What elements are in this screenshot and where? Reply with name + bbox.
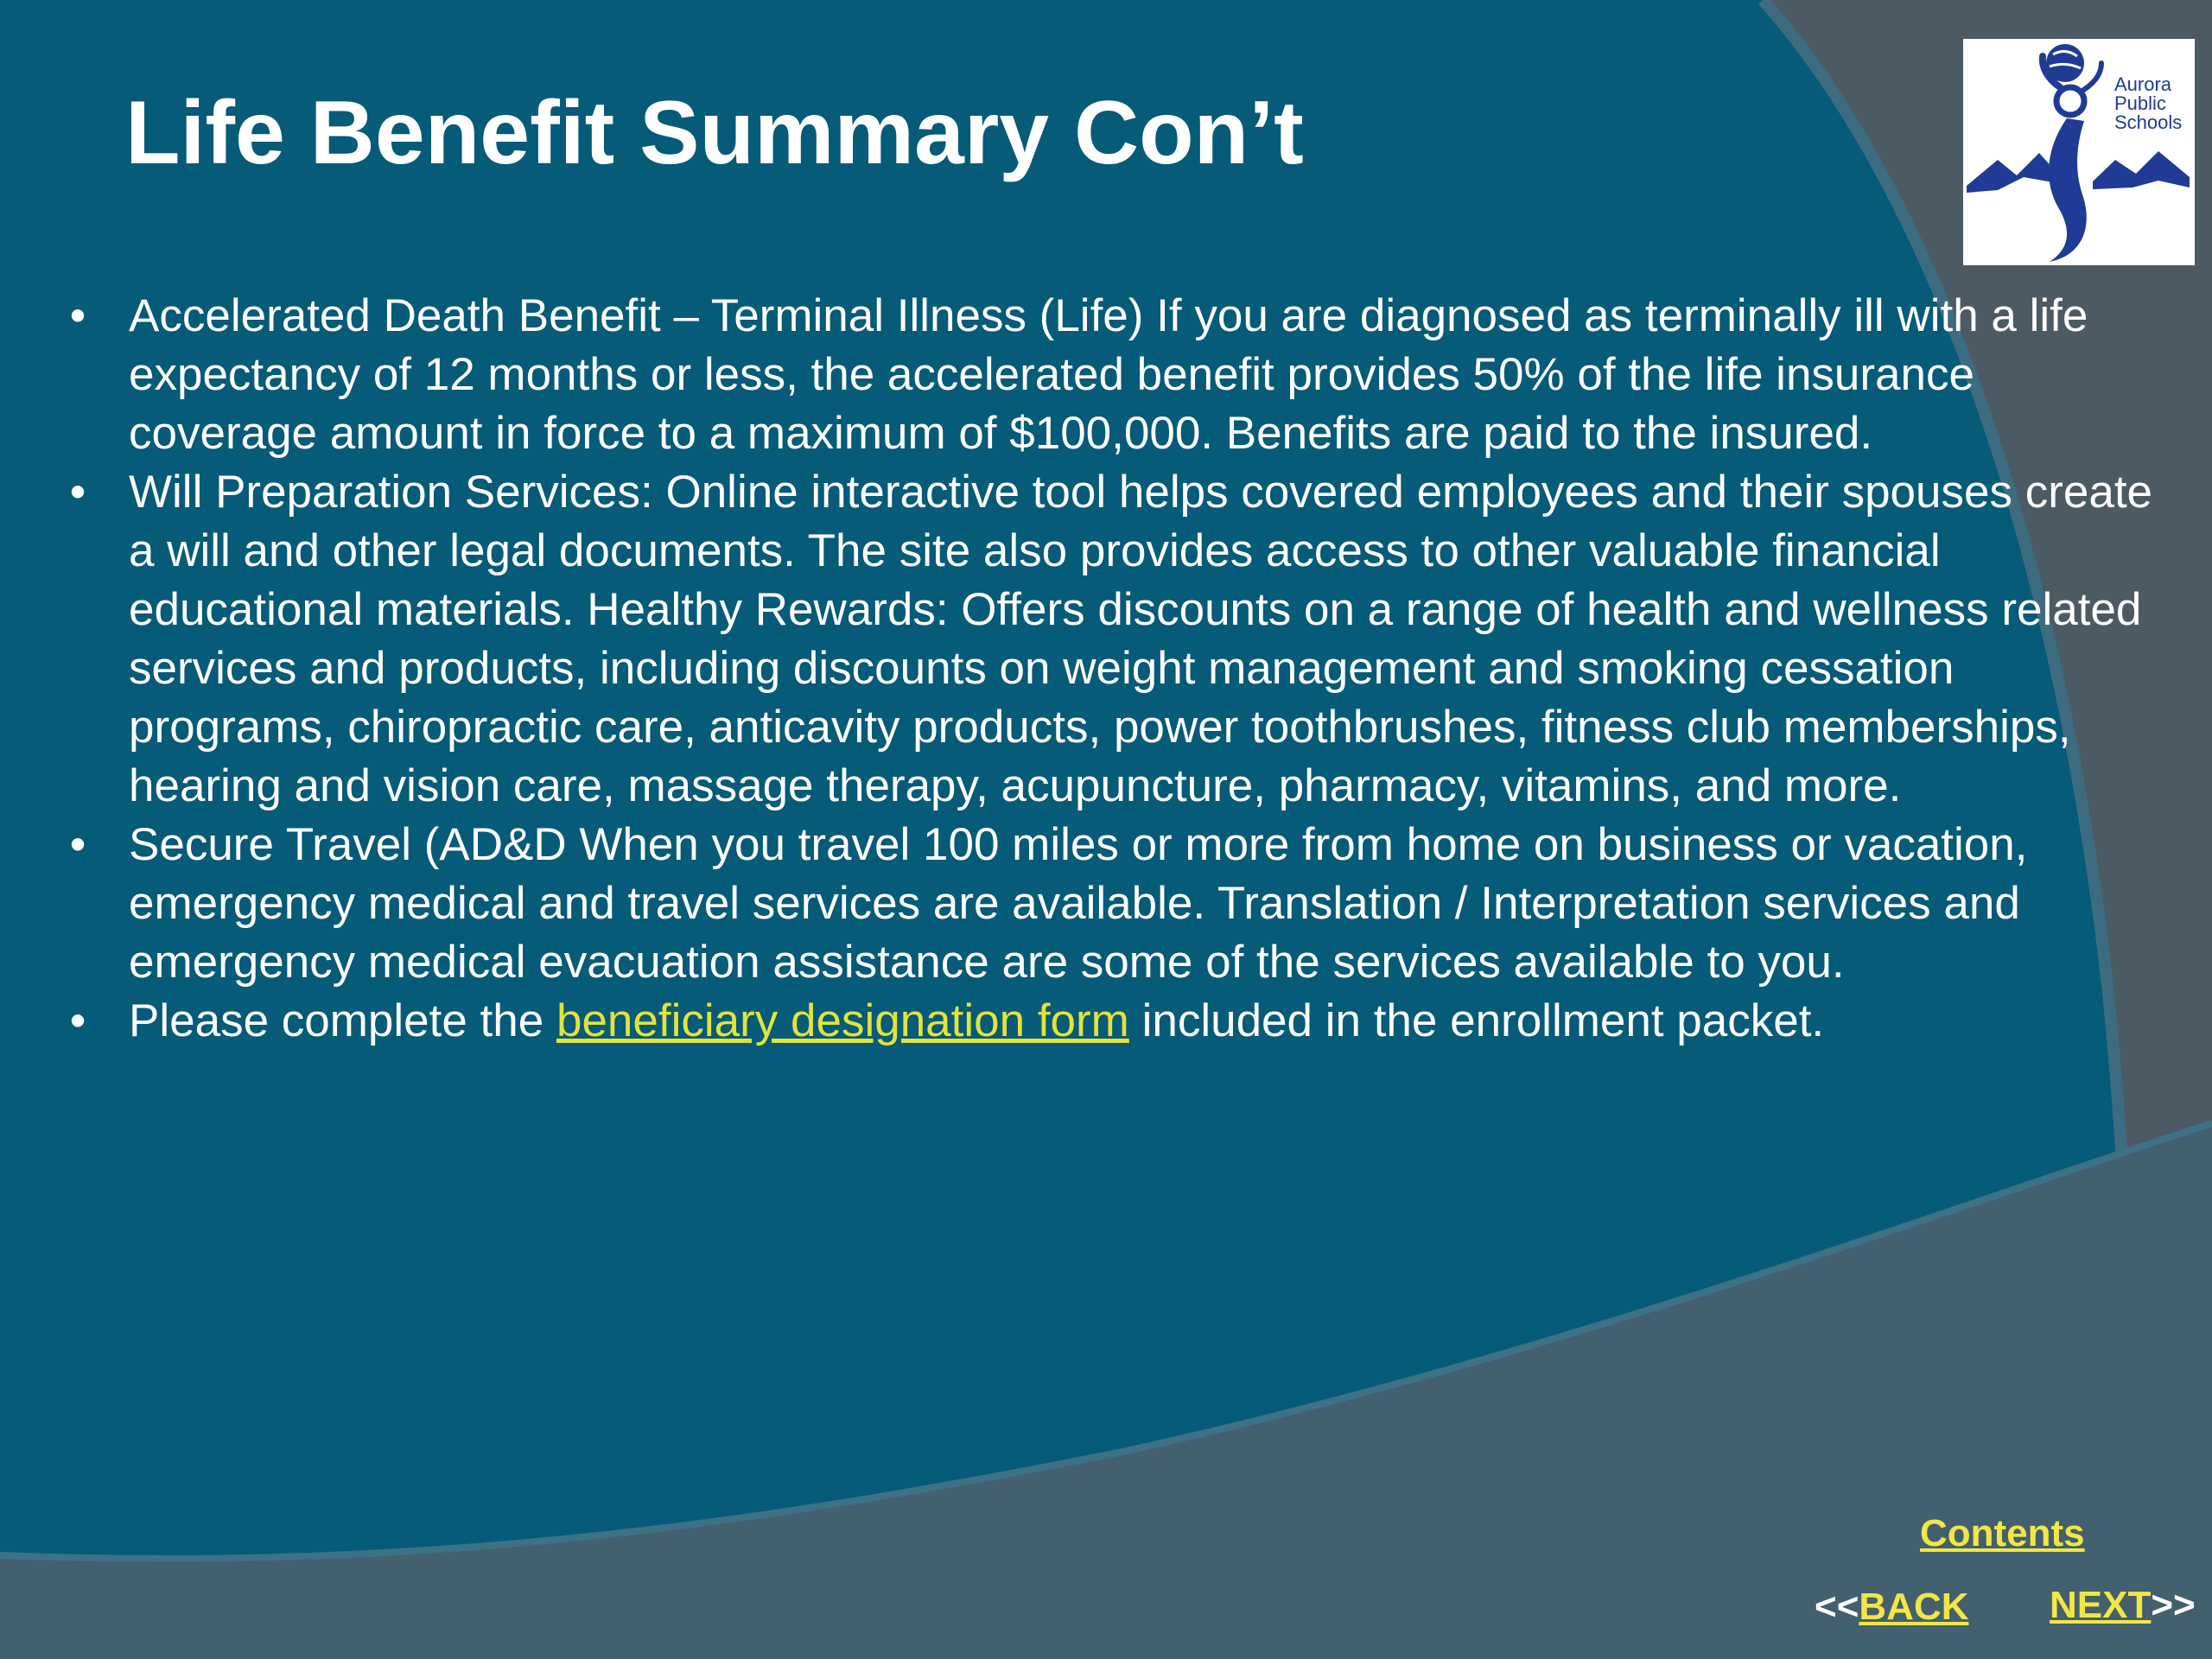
bullet-text: Accelerated Death Benefit – Terminal Illness (Life) If you are diagnosed as terminally ill with a life expectancy of 12 months or less, the accelerated benefit provides 50% of the life insurance coverage amount in force to a maximum of $100,000. Benefits are paid to the insured. [129, 290, 2088, 459]
bullet-icon: • [69, 819, 86, 870]
logo-text-schools: Schools [2114, 111, 2183, 133]
beneficiary-form-link[interactable]: beneficiary designation form [556, 995, 1129, 1046]
next-nav [2050, 1584, 2196, 1627]
bullet-text: Secure Travel (AD&D When you travel 100 miles or more from home on business or vacation, emergency medical and travel services are available. Translation / Interpretation services and emergency medical evacuation assistance are some of the services available to you. [129, 819, 2028, 988]
bullet-item-beneficiary-form [52, 992, 2160, 1051]
logo-text-aurora: Aurora [2114, 73, 2172, 95]
bullet-item-accelerated-death-benefit [52, 287, 2160, 463]
bullet-icon: • [69, 290, 86, 341]
bullet-text: Will Preparation Services: Online interactive tool helps covered employees and their spouses create a will and other legal documents. The site also provides access to other valuable financial educational materials. Healthy Rewards: Offers discounts on a range of health and wellness related services and products, including discounts on weight management and smoking cessation programs, chiropractic care, anticavity products, power toothbrushes, fitness club memberships, hearing and vision care, massage therapy, acupuncture, pharmacy, vitamins, and more. [129, 467, 2153, 811]
logo-text-public: Public [2114, 92, 2166, 114]
bullet-item-secure-travel [52, 816, 2160, 992]
next-suffix: >> [2151, 1584, 2196, 1626]
back-prefix: << [1815, 1586, 1859, 1628]
school-logo-icon [1963, 39, 2195, 265]
bullet-list [52, 287, 2160, 1051]
bullet-icon: • [69, 995, 86, 1046]
bullet-text-after: included in the enrollment packet. [1128, 995, 1825, 1046]
aurora-public-schools-logo [1963, 39, 2195, 265]
slide-title: Life Benefit Summary Con’t [125, 83, 1304, 183]
back-link[interactable]: BACK [1859, 1586, 1969, 1628]
bullet-text-before: Please complete the [129, 995, 556, 1046]
bullet-item-will-preparation [52, 463, 2160, 816]
next-link[interactable]: NEXT [2050, 1584, 2152, 1626]
bullet-icon: • [69, 467, 86, 518]
contents-link[interactable]: Contents [1920, 1512, 2085, 1554]
contents-nav [1920, 1512, 2085, 1555]
back-nav [1815, 1586, 1969, 1629]
